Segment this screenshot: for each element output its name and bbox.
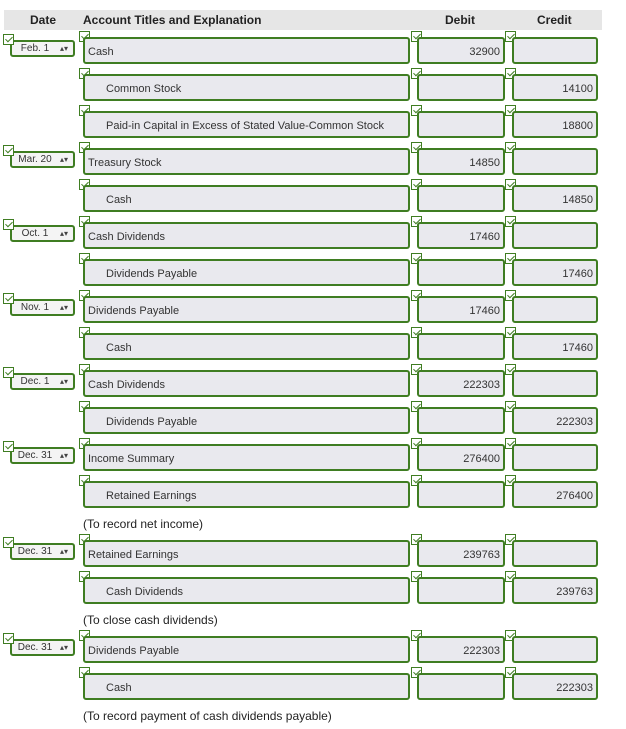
account-title-value: Dividends Payable xyxy=(88,645,180,657)
journal-line xyxy=(0,574,626,611)
debit-field[interactable] xyxy=(417,673,505,700)
credit-field[interactable] xyxy=(512,74,598,101)
debit-field[interactable] xyxy=(417,111,505,138)
credit-field[interactable] xyxy=(512,222,598,249)
debit-value: 239763 xyxy=(463,549,500,561)
check-icon xyxy=(3,367,14,378)
credit-field[interactable] xyxy=(512,111,598,138)
explanation-text: (To record net income) xyxy=(83,517,204,531)
journal-line xyxy=(0,219,626,256)
date-value: Dec. 31 xyxy=(17,642,53,653)
date-select[interactable] xyxy=(10,151,75,168)
credit-value: 18800 xyxy=(562,120,593,132)
date-value: Dec. 1 xyxy=(20,376,50,387)
credit-value: 276400 xyxy=(556,490,593,502)
up-down-arrows-icon: ▴▾ xyxy=(59,155,68,164)
account-title-field[interactable] xyxy=(83,481,410,508)
debit-value: 222303 xyxy=(463,645,500,657)
account-title-value: Common Stock xyxy=(106,83,182,95)
up-down-arrows-icon: ▴▾ xyxy=(59,377,68,386)
credit-field[interactable] xyxy=(512,296,598,323)
credit-value: 17460 xyxy=(562,268,593,280)
account-title-field[interactable] xyxy=(83,577,410,604)
debit-column-header: Debit xyxy=(445,13,475,27)
journal-entries xyxy=(0,34,626,729)
account-title-field[interactable] xyxy=(83,111,410,138)
account-title-value: Treasury Stock xyxy=(88,157,162,169)
debit-value: 17460 xyxy=(469,231,500,243)
debit-field[interactable] xyxy=(417,185,505,212)
debit-value: 17460 xyxy=(469,305,500,317)
debit-field[interactable] xyxy=(417,222,505,249)
credit-field[interactable] xyxy=(512,259,598,286)
up-down-arrows-icon: ▴▾ xyxy=(59,643,68,652)
date-select[interactable] xyxy=(10,373,75,390)
account-title-value: Dividends Payable xyxy=(88,305,180,317)
debit-field[interactable] xyxy=(417,259,505,286)
account-title-value: Retained Earnings xyxy=(106,490,197,502)
journal-line xyxy=(0,34,626,71)
credit-field[interactable] xyxy=(512,444,598,471)
date-value: Nov. 1 xyxy=(20,302,50,313)
credit-field[interactable] xyxy=(512,333,598,360)
debit-field[interactable] xyxy=(417,37,505,64)
debit-value: 276400 xyxy=(463,453,500,465)
account-title-value: Cash Dividends xyxy=(88,231,166,243)
account-title-field[interactable] xyxy=(83,333,410,360)
journal-line xyxy=(0,633,626,670)
debit-field[interactable] xyxy=(417,636,505,663)
debit-field[interactable] xyxy=(417,540,505,567)
journal-line xyxy=(0,478,626,515)
account-title-value: Paid-in Capital in Excess of Stated Value-Common Stock xyxy=(106,120,384,132)
account-title-field[interactable] xyxy=(83,370,410,397)
check-icon xyxy=(3,537,14,548)
account-title-value: Cash xyxy=(106,194,132,206)
up-down-arrows-icon: ▴▾ xyxy=(59,229,68,238)
entry-explanation xyxy=(0,515,626,537)
account-title-field[interactable] xyxy=(83,74,410,101)
journal-line xyxy=(0,71,626,108)
account-title-field[interactable] xyxy=(83,37,410,64)
check-icon xyxy=(3,145,14,156)
account-title-field[interactable] xyxy=(83,407,410,434)
account-title-field[interactable] xyxy=(83,222,410,249)
account-title-value: Retained Earnings xyxy=(88,549,179,561)
debit-field[interactable] xyxy=(417,370,505,397)
up-down-arrows-icon: ▴▾ xyxy=(59,303,68,312)
credit-field[interactable] xyxy=(512,148,598,175)
credit-field[interactable] xyxy=(512,577,598,604)
date-select[interactable] xyxy=(10,447,75,464)
credit-value: 14850 xyxy=(562,194,593,206)
date-column-header: Date xyxy=(30,13,57,27)
credit-value: 14100 xyxy=(562,83,593,95)
journal-line xyxy=(0,367,626,404)
journal-line xyxy=(0,330,626,367)
up-down-arrows-icon: ▴▾ xyxy=(59,451,68,460)
account-title-field[interactable] xyxy=(83,636,410,663)
credit-value: 17460 xyxy=(562,342,593,354)
account-title-field[interactable] xyxy=(83,540,410,567)
up-down-arrows-icon: ▴▾ xyxy=(59,547,68,556)
debit-value: 32900 xyxy=(469,46,500,58)
debit-field[interactable] xyxy=(417,74,505,101)
account-title-field[interactable] xyxy=(83,148,410,175)
debit-field[interactable] xyxy=(417,481,505,508)
date-value: Dec. 31 xyxy=(17,450,53,461)
journal-line xyxy=(0,441,626,478)
account-title-field[interactable] xyxy=(83,444,410,471)
date-value: Mar. 20 xyxy=(18,154,52,165)
credit-field[interactable] xyxy=(512,481,598,508)
journal-line xyxy=(0,182,626,219)
credit-column-header: Credit xyxy=(537,13,572,27)
credit-value: 222303 xyxy=(556,416,593,428)
account-title-value: Dividends Payable xyxy=(106,416,198,428)
account-title-value: Income Summary xyxy=(88,453,175,465)
credit-field[interactable] xyxy=(512,37,598,64)
credit-field[interactable] xyxy=(512,673,598,700)
account-title-value: Cash Dividends xyxy=(88,379,166,391)
up-down-arrows-icon: ▴▾ xyxy=(59,44,68,53)
credit-value: 239763 xyxy=(556,586,593,598)
credit-field[interactable] xyxy=(512,636,598,663)
account-title-value: Cash Dividends xyxy=(106,586,184,598)
debit-field[interactable] xyxy=(417,148,505,175)
account-title-field[interactable] xyxy=(83,259,410,286)
account-title-field[interactable] xyxy=(83,296,410,323)
check-icon xyxy=(3,293,14,304)
explanation-text: (To close cash dividends) xyxy=(83,613,218,627)
journal-line xyxy=(0,293,626,330)
check-icon xyxy=(3,633,14,644)
account-title-value: Cash xyxy=(106,342,132,354)
date-select[interactable] xyxy=(10,225,75,242)
journal-line xyxy=(0,404,626,441)
journal-line xyxy=(0,108,626,145)
debit-field[interactable] xyxy=(417,296,505,323)
debit-field[interactable] xyxy=(417,333,505,360)
date-select[interactable] xyxy=(10,40,75,57)
debit-field[interactable] xyxy=(417,407,505,434)
journal-line xyxy=(0,537,626,574)
date-select[interactable] xyxy=(10,543,75,560)
account-title-value: Dividends Payable xyxy=(106,268,198,280)
explanation-text: (To record payment of cash dividends payable) xyxy=(83,709,332,723)
date-value: Dec. 31 xyxy=(17,546,53,557)
debit-field[interactable] xyxy=(417,577,505,604)
journal-line xyxy=(0,145,626,182)
account-title-value: Cash xyxy=(88,46,114,58)
date-value: Feb. 1 xyxy=(20,43,50,54)
date-select[interactable] xyxy=(10,639,75,656)
debit-field[interactable] xyxy=(417,444,505,471)
date-select[interactable] xyxy=(10,299,75,316)
check-icon xyxy=(3,34,14,45)
journal-line xyxy=(0,256,626,293)
check-icon xyxy=(3,219,14,230)
entry-explanation xyxy=(0,707,626,729)
credit-field[interactable] xyxy=(512,370,598,397)
credit-field[interactable] xyxy=(512,185,598,212)
journal-line xyxy=(0,670,626,707)
date-value: Oct. 1 xyxy=(21,228,49,239)
account-title-field[interactable] xyxy=(83,185,410,212)
account-title-field[interactable] xyxy=(83,673,410,700)
credit-field[interactable] xyxy=(512,540,598,567)
credit-value: 222303 xyxy=(556,682,593,694)
check-icon xyxy=(3,441,14,452)
entry-explanation xyxy=(0,611,626,633)
credit-field[interactable] xyxy=(512,407,598,434)
debit-value: 222303 xyxy=(463,379,500,391)
table-header xyxy=(4,10,602,30)
debit-value: 14850 xyxy=(469,157,500,169)
account-column-header: Account Titles and Explanation xyxy=(83,13,262,27)
account-title-value: Cash xyxy=(106,682,132,694)
